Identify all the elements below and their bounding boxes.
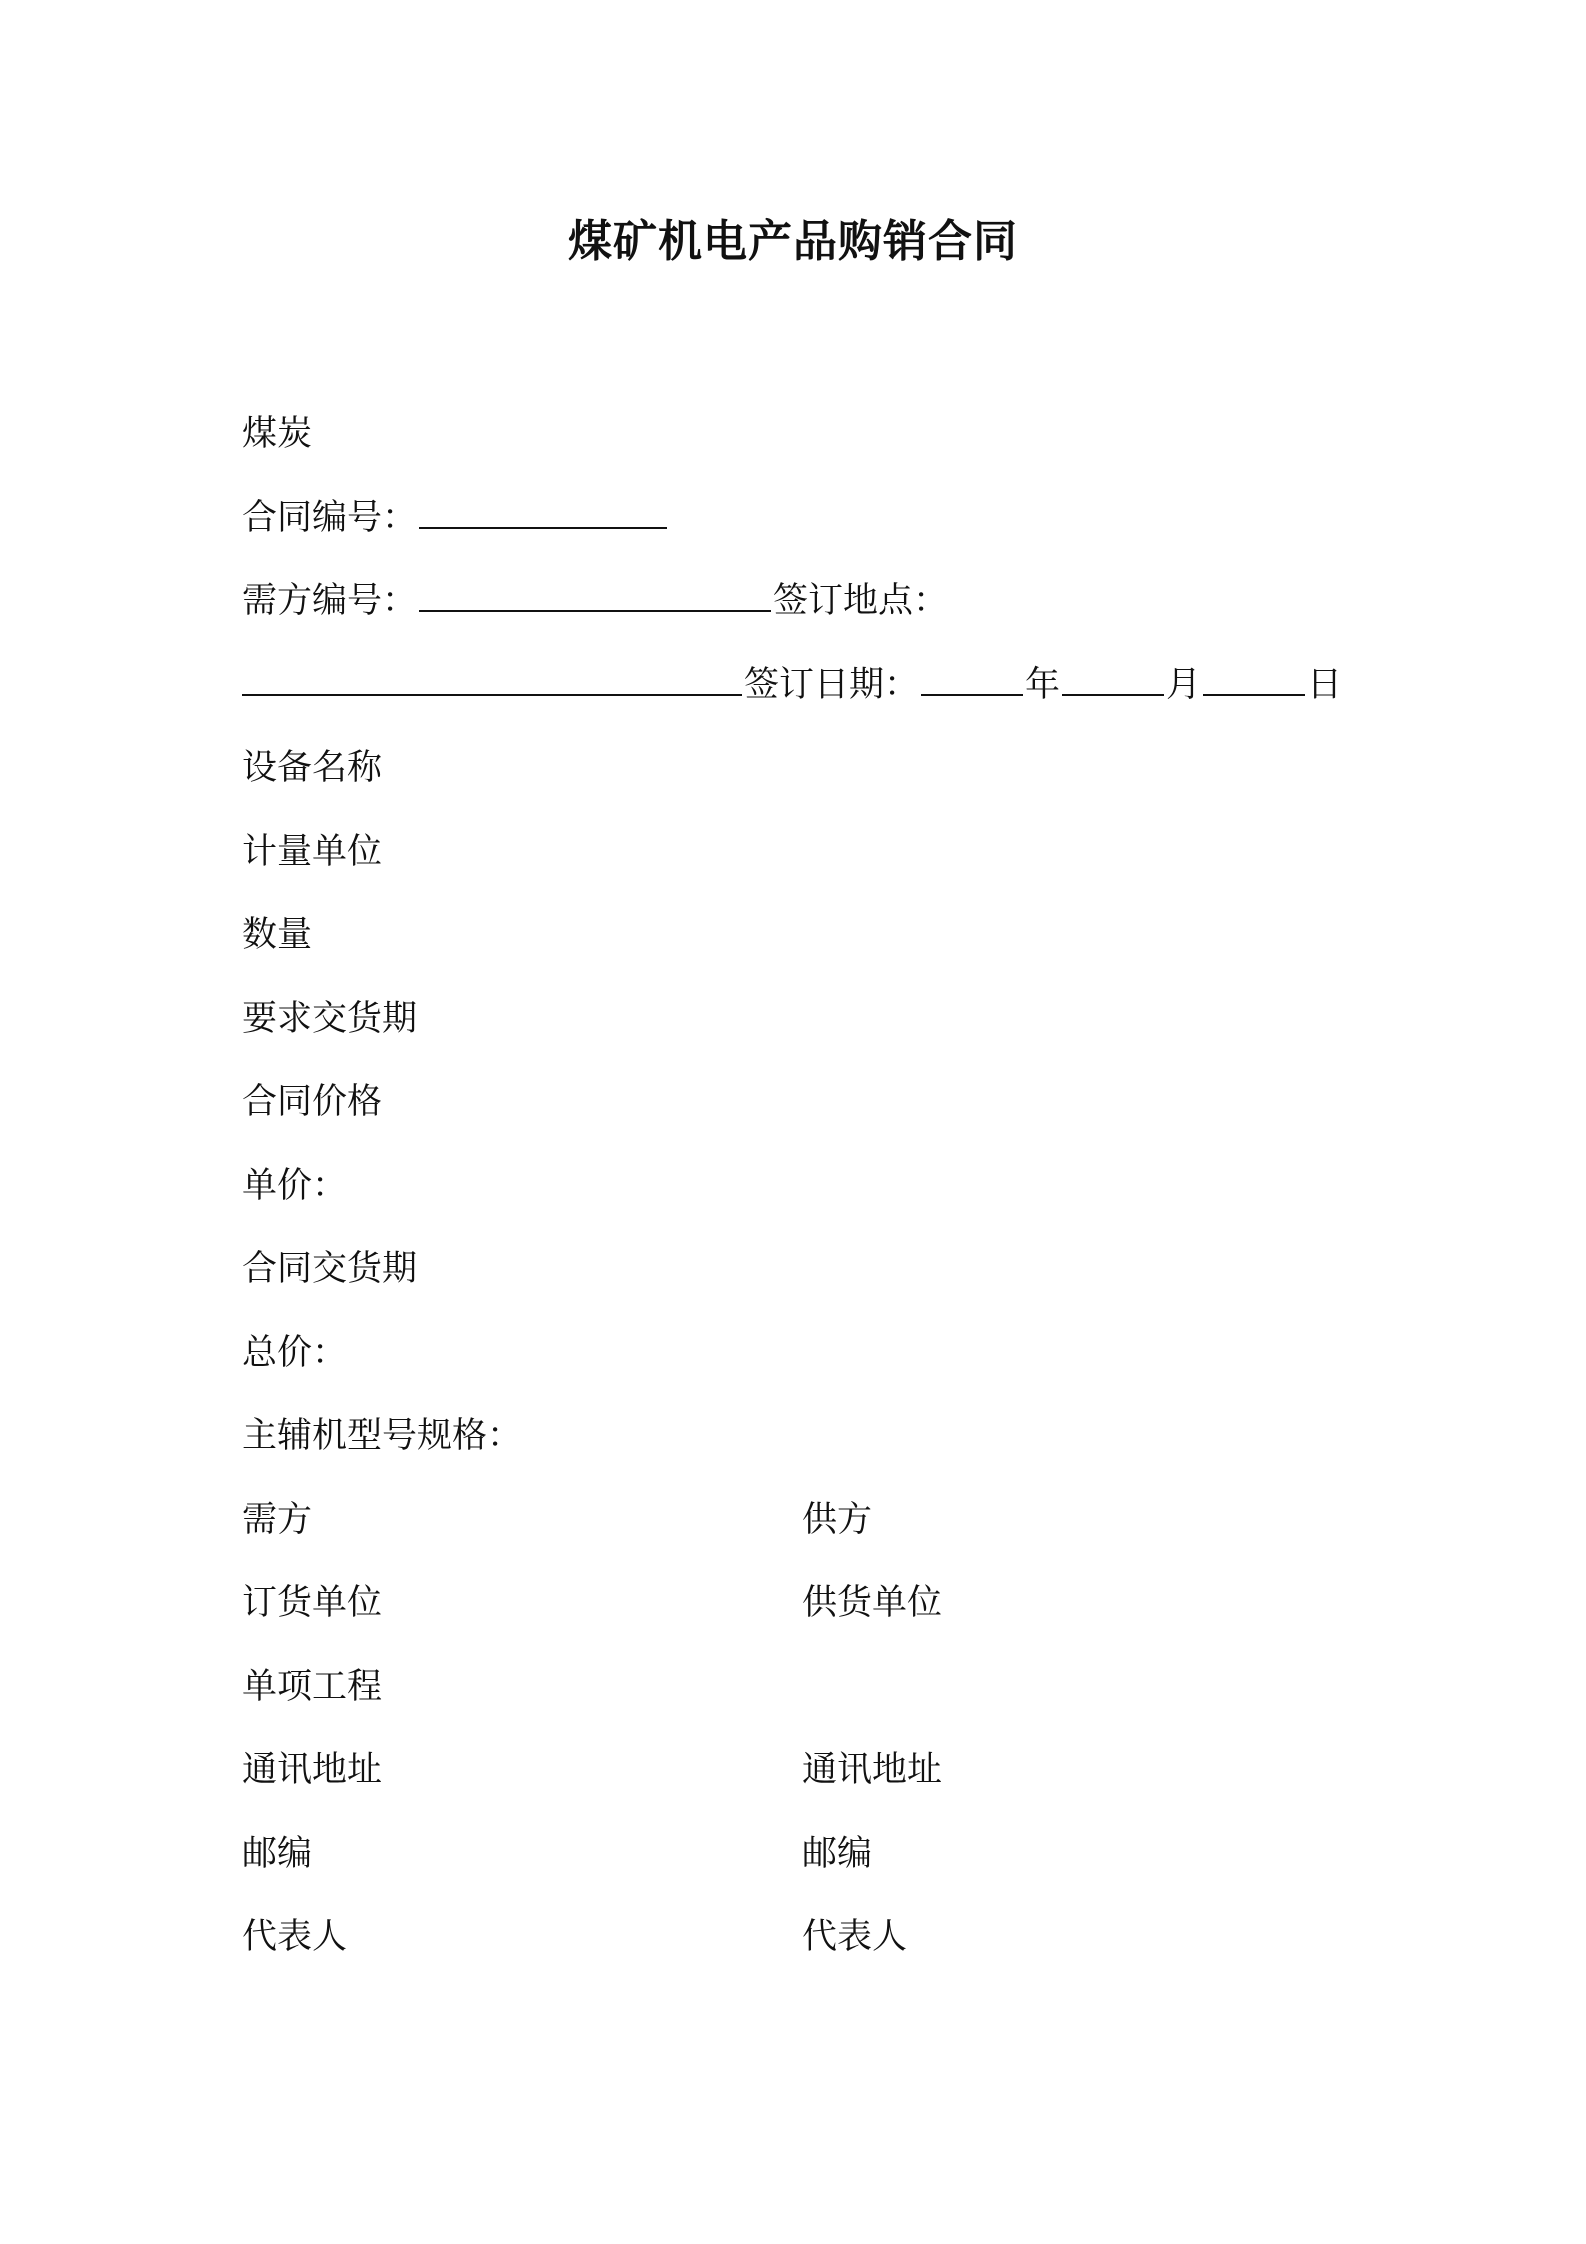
total-price-label: 总价： (242, 1332, 348, 1373)
equipment-name-label: 设备名称 (242, 748, 383, 788)
party-representative-line (242, 1911, 1392, 1995)
buyer-org-label: 订货单位 (242, 1583, 383, 1623)
seller-address-label: 通讯地址 (802, 1750, 943, 1790)
required-delivery-line (242, 993, 1392, 1077)
seller-heading: 供方 (802, 1499, 873, 1540)
unit-price-line (242, 1160, 1392, 1244)
contract-delivery-line (242, 1243, 1392, 1327)
required-delivery-label: 要求交货期 (242, 998, 418, 1039)
day-blank (1203, 660, 1305, 696)
signing-date-label: 签订日期： (744, 664, 920, 705)
signing-place-label: 签订地点： (773, 581, 949, 621)
party-address-line (242, 1744, 1392, 1828)
document-title: 煤矿机电产品购销合同 (568, 216, 1018, 267)
year-label: 年 (1025, 664, 1061, 705)
signing-place-blank (242, 660, 742, 696)
category-line (242, 408, 1392, 492)
party-heading-line (242, 1494, 1392, 1578)
party-org-line (242, 1577, 1392, 1661)
seller-representative-label: 代表人 (802, 1917, 908, 1957)
quantity-label: 数量 (242, 915, 313, 955)
buyer-address-label: 通讯地址 (242, 1750, 383, 1790)
total-price-line (242, 1327, 1392, 1411)
contract-delivery-label: 合同交货期 (242, 1249, 418, 1289)
model-spec-line (242, 1410, 1392, 1494)
unit-of-measure-label: 计量单位 (242, 831, 383, 872)
model-spec-label: 主辅机型号规格： (242, 1416, 523, 1456)
seller-postcode-label: 邮编 (802, 1833, 873, 1874)
buyer-no-blank (419, 576, 771, 612)
buyer-postcode-label: 邮编 (242, 1833, 313, 1874)
buyer-representative-label: 代表人 (242, 1917, 348, 1957)
equipment-name-line (242, 742, 1392, 826)
contract-no-label: 合同编号： (242, 497, 418, 538)
quantity-line (242, 909, 1392, 993)
signing-date-line (242, 659, 1392, 743)
month-blank (1062, 660, 1164, 696)
contract-no-line (242, 492, 1392, 576)
unit-price-label: 单价： (242, 1165, 348, 1206)
month-label: 月 (1166, 664, 1202, 705)
buyer-no-label: 需方编号： (242, 581, 418, 621)
day-label: 日 (1307, 664, 1343, 705)
seller-org-label: 供货单位 (802, 1583, 943, 1623)
party-postcode-line (242, 1828, 1392, 1912)
buyer-heading: 需方 (242, 1499, 313, 1540)
contract-price-line (242, 1076, 1392, 1160)
category-text: 煤炭 (242, 414, 313, 454)
buyer-project-label: 单项工程 (242, 1666, 383, 1707)
unit-of-measure-line (242, 826, 1392, 910)
contract-price-label: 合同价格 (242, 1082, 383, 1122)
buyer-no-line (242, 575, 1392, 659)
document-body (242, 408, 1392, 1995)
project-line (242, 1661, 1392, 1745)
contract-no-blank (419, 493, 667, 529)
year-blank (921, 660, 1023, 696)
